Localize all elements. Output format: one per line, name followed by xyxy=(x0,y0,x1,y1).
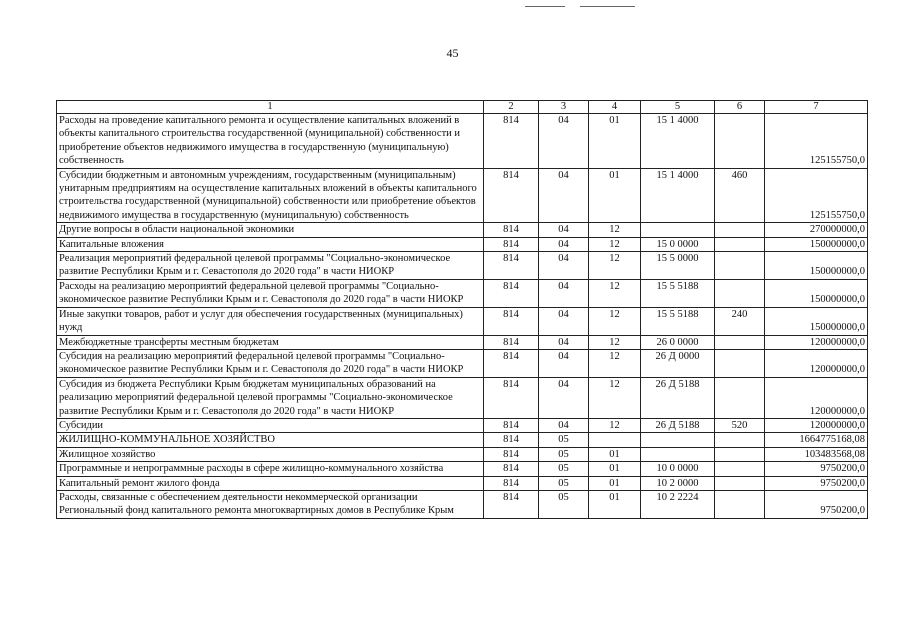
cell-expense-type: 240 xyxy=(715,307,765,335)
amount-value: 150000000,0 xyxy=(809,238,865,250)
cell-ministry-code: 814 xyxy=(484,433,539,447)
cell-section: 05 xyxy=(539,433,589,447)
table-row xyxy=(57,252,868,280)
cell-target-article: 10 2 0000 xyxy=(641,476,715,490)
table-row xyxy=(57,335,868,349)
cell-ministry-code: 814 xyxy=(484,237,539,251)
table-row xyxy=(57,349,868,377)
scan-artifact-line xyxy=(525,6,565,7)
table-row xyxy=(57,418,868,432)
cell-expense-type: 460 xyxy=(715,168,765,223)
cell-target-article: 26 Д 5188 xyxy=(641,377,715,418)
row-description: Субсидии xyxy=(57,418,484,432)
cell-ministry-code: 814 xyxy=(484,279,539,307)
cell-expense-type xyxy=(715,447,765,461)
cell-target-article: 10 0 0000 xyxy=(641,462,715,476)
row-description: Расходы на реализацию мероприятий федеральной целевой программы "Социально-экономическое развитие Республики Крым и г. Севастополя до 2020 года" в части НИОКР xyxy=(57,279,484,307)
row-description: Иные закупки товаров, работ и услуг для обеспечения государственных (муниципальных) нужд xyxy=(57,307,484,335)
amount-value: 1664775168,08 xyxy=(799,434,865,446)
cell-section: 04 xyxy=(539,335,589,349)
column-header: 4 xyxy=(589,101,641,114)
cell-expense-type xyxy=(715,114,765,169)
cell-subsection: 12 xyxy=(589,335,641,349)
table-row xyxy=(57,279,868,307)
cell-ministry-code: 814 xyxy=(484,447,539,461)
cell-target-article: 26 Д 5188 xyxy=(641,418,715,432)
column-header: 6 xyxy=(715,101,765,114)
cell-amount xyxy=(765,168,868,223)
cell-target-article: 15 5 5188 xyxy=(641,279,715,307)
cell-expense-type: 520 xyxy=(715,418,765,432)
column-header: 2 xyxy=(484,101,539,114)
cell-subsection: 01 xyxy=(589,490,641,518)
cell-section: 05 xyxy=(539,476,589,490)
scan-artifact-line xyxy=(580,6,635,7)
table-row xyxy=(57,462,868,476)
cell-section: 04 xyxy=(539,418,589,432)
row-description: Межбюджетные трансферты местным бюджетам xyxy=(57,335,484,349)
row-description: Капитальные вложения xyxy=(57,237,484,251)
cell-ministry-code: 814 xyxy=(484,114,539,169)
cell-target-article xyxy=(641,223,715,237)
row-description: Программные и непрограммные расходы в сфере жилищно-коммунального хозяйства xyxy=(57,462,484,476)
cell-ministry-code: 814 xyxy=(484,252,539,280)
amount-value: 125155750,0 xyxy=(809,209,865,221)
amount-value: 120000000,0 xyxy=(809,336,865,348)
cell-amount xyxy=(765,377,868,418)
column-header: 5 xyxy=(641,101,715,114)
cell-subsection: 01 xyxy=(589,168,641,223)
cell-target-article: 15 1 4000 xyxy=(641,168,715,223)
table-row xyxy=(57,237,868,251)
cell-expense-type xyxy=(715,223,765,237)
column-header: 3 xyxy=(539,101,589,114)
cell-section: 05 xyxy=(539,447,589,461)
cell-subsection: 01 xyxy=(589,476,641,490)
cell-amount xyxy=(765,490,868,518)
row-description: Жилищное хозяйство xyxy=(57,447,484,461)
cell-expense-type xyxy=(715,349,765,377)
cell-amount xyxy=(765,252,868,280)
row-description: Реализация мероприятий федеральной целевой программы "Социально-экономическое развитие Республики Крым и г. Севастополя до 2020 года" в части НИОКР xyxy=(57,252,484,280)
amount-value: 125155750,0 xyxy=(809,155,865,167)
cell-target-article: 26 Д 0000 xyxy=(641,349,715,377)
cell-ministry-code: 814 xyxy=(484,307,539,335)
cell-amount xyxy=(765,476,868,490)
cell-subsection: 12 xyxy=(589,252,641,280)
cell-amount xyxy=(765,335,868,349)
cell-target-article: 26 0 0000 xyxy=(641,335,715,349)
amount-value: 150000000,0 xyxy=(809,322,865,334)
cell-amount xyxy=(765,462,868,476)
cell-section: 04 xyxy=(539,307,589,335)
cell-expense-type xyxy=(715,279,765,307)
cell-section: 05 xyxy=(539,462,589,476)
budget-table xyxy=(56,100,868,519)
amount-value: 120000000,0 xyxy=(809,419,865,431)
cell-amount xyxy=(765,279,868,307)
cell-section: 04 xyxy=(539,279,589,307)
cell-amount xyxy=(765,418,868,432)
cell-amount xyxy=(765,114,868,169)
table-row xyxy=(57,168,868,223)
row-description: Субсидия из бюджета Республики Крым бюджетам муниципальных образований на реализацию мероприятий федеральной целевой программы "Социально-экономическое развитие Республики Крым и г. Севастополя до 2020 года" в части НИОКР xyxy=(57,377,484,418)
amount-value: 120000000,0 xyxy=(809,364,865,376)
cell-amount xyxy=(765,433,868,447)
amount-value: 120000000,0 xyxy=(809,405,865,417)
cell-subsection: 12 xyxy=(589,349,641,377)
row-description: ЖИЛИЩНО-КОММУНАЛЬНОЕ ХОЗЯЙСТВО xyxy=(57,433,484,447)
cell-expense-type xyxy=(715,377,765,418)
cell-expense-type xyxy=(715,462,765,476)
cell-subsection: 12 xyxy=(589,418,641,432)
row-description: Капитальный ремонт жилого фонда xyxy=(57,476,484,490)
table-row xyxy=(57,490,868,518)
page-number: 45 xyxy=(446,46,459,60)
cell-section: 04 xyxy=(539,168,589,223)
amount-value: 9750200,0 xyxy=(820,477,865,489)
cell-ministry-code: 814 xyxy=(484,377,539,418)
amount-value: 270000000,0 xyxy=(809,224,865,236)
cell-target-article xyxy=(641,447,715,461)
cell-ministry-code: 814 xyxy=(484,462,539,476)
amount-value: 103483568,08 xyxy=(804,448,865,460)
cell-amount xyxy=(765,223,868,237)
cell-expense-type xyxy=(715,252,765,280)
cell-section: 04 xyxy=(539,349,589,377)
cell-subsection: 01 xyxy=(589,462,641,476)
cell-section: 05 xyxy=(539,490,589,518)
amount-value: 150000000,0 xyxy=(809,294,865,306)
cell-section: 04 xyxy=(539,223,589,237)
column-header: 7 xyxy=(765,101,868,114)
cell-subsection: 12 xyxy=(589,377,641,418)
cell-expense-type xyxy=(715,476,765,490)
cell-ministry-code: 814 xyxy=(484,476,539,490)
amount-value: 150000000,0 xyxy=(809,266,865,278)
cell-subsection: 12 xyxy=(589,279,641,307)
cell-ministry-code: 814 xyxy=(484,349,539,377)
cell-subsection: 12 xyxy=(589,307,641,335)
table-row xyxy=(57,114,868,169)
cell-amount xyxy=(765,349,868,377)
cell-target-article: 15 0 0000 xyxy=(641,237,715,251)
cell-section: 04 xyxy=(539,252,589,280)
table-row xyxy=(57,476,868,490)
cell-section: 04 xyxy=(539,237,589,251)
row-description: Расходы на проведение капитального ремонта и осуществление капитальных вложений в объекты капитального строительства государственной (муниципальной) собственности и приобретение объектов недвижимого имущества в государственную (муниципальную) собственность xyxy=(57,114,484,169)
cell-ministry-code: 814 xyxy=(484,418,539,432)
cell-section: 04 xyxy=(539,114,589,169)
cell-subsection: 12 xyxy=(589,237,641,251)
cell-target-article: 15 1 4000 xyxy=(641,114,715,169)
cell-amount xyxy=(765,307,868,335)
row-description: Субсидии бюджетным и автономным учреждениям, государственным (муниципальным) унитарным предприятиям на осуществление капитальных вложений в объекты капитального строительства государственной (муниципальной) собственности или приобретение объектов недвижимого имущества в государственную (муниципальную) собственность xyxy=(57,168,484,223)
row-description: Расходы, связанные с обеспечением деятельности некоммерческой организации Региональный фонд капитального ремонта многоквартирных домов в Республике Крым xyxy=(57,490,484,518)
cell-target-article: 10 2 2224 xyxy=(641,490,715,518)
amount-value: 9750200,0 xyxy=(820,505,865,517)
cell-subsection: 01 xyxy=(589,114,641,169)
table-row xyxy=(57,223,868,237)
cell-subsection: 12 xyxy=(589,223,641,237)
cell-expense-type xyxy=(715,490,765,518)
table-row xyxy=(57,377,868,418)
row-description: Субсидия на реализацию мероприятий федеральной целевой программы "Социально-экономическое развитие Республики Крым и г. Севастополя до 2020 года" в части НИОКР xyxy=(57,349,484,377)
table-row xyxy=(57,433,868,447)
cell-target-article: 15 5 0000 xyxy=(641,252,715,280)
cell-target-article: 15 5 5188 xyxy=(641,307,715,335)
row-description: Другие вопросы в области национальной экономики xyxy=(57,223,484,237)
cell-expense-type xyxy=(715,335,765,349)
cell-subsection xyxy=(589,433,641,447)
cell-amount xyxy=(765,237,868,251)
cell-expense-type xyxy=(715,433,765,447)
cell-expense-type xyxy=(715,237,765,251)
cell-section: 04 xyxy=(539,377,589,418)
cell-ministry-code: 814 xyxy=(484,223,539,237)
cell-ministry-code: 814 xyxy=(484,335,539,349)
cell-amount xyxy=(765,447,868,461)
table-row xyxy=(57,307,868,335)
table-header-row xyxy=(57,101,868,114)
column-header: 1 xyxy=(57,101,484,114)
cell-ministry-code: 814 xyxy=(484,490,539,518)
cell-subsection: 01 xyxy=(589,447,641,461)
cell-ministry-code: 814 xyxy=(484,168,539,223)
cell-target-article xyxy=(641,433,715,447)
amount-value: 9750200,0 xyxy=(820,463,865,475)
table-row xyxy=(57,447,868,461)
